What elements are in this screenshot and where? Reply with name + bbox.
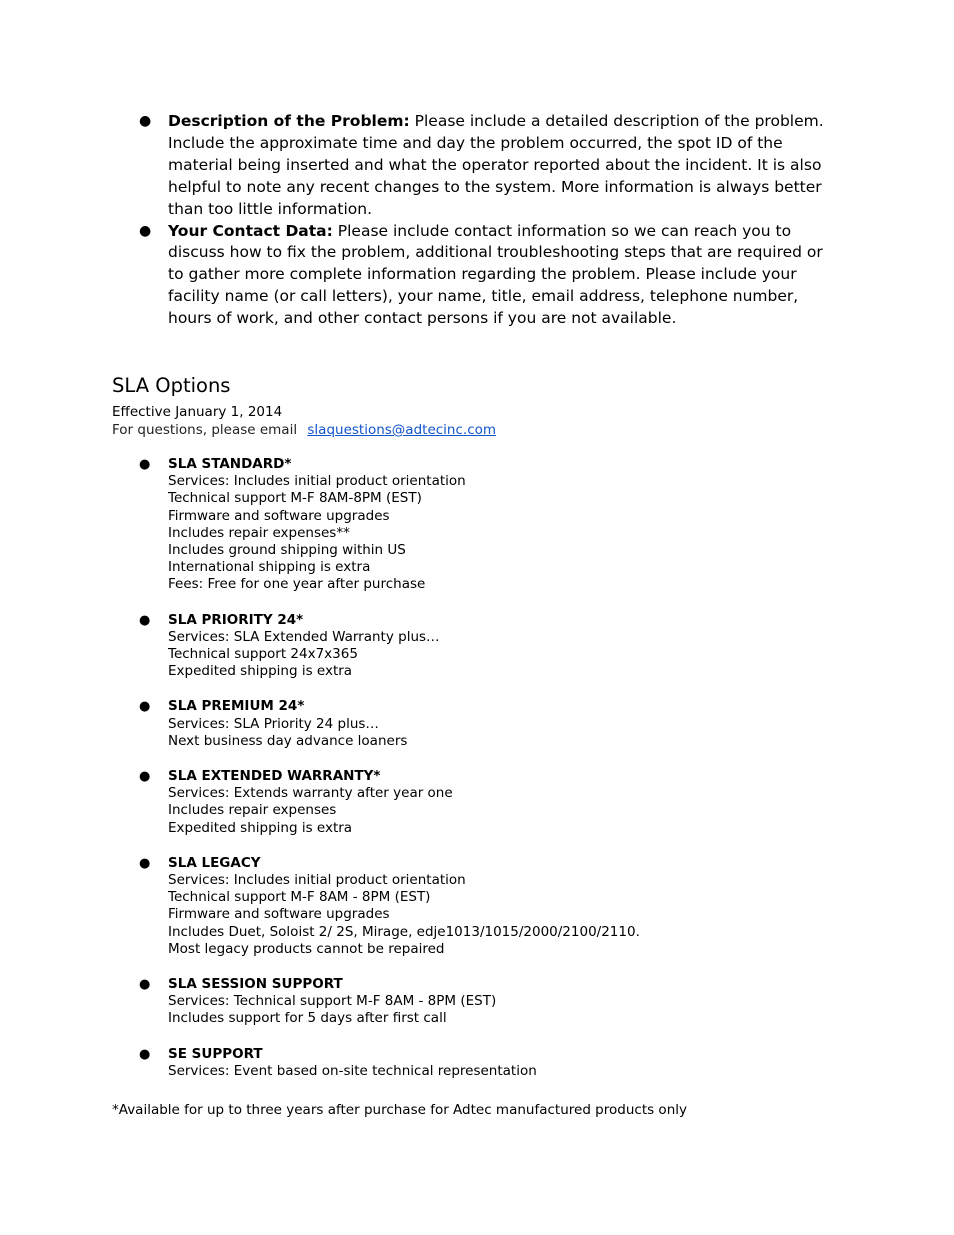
- sla-option-detail: Includes repair expenses: [168, 802, 337, 819]
- bullet-icon: ●: [139, 977, 151, 993]
- sla-option-name: SE SUPPORT: [168, 1045, 263, 1062]
- bullet-icon: ●: [139, 457, 151, 472]
- sla-option-detail: Firmware and software upgrades: [168, 507, 390, 524]
- sla-option-detail: Firmware and software upgrades: [168, 906, 390, 923]
- bullet-icon: ●: [139, 769, 151, 785]
- item-label: Your Contact Data:: [168, 221, 333, 240]
- sla-options-list: [112, 456, 812, 1098]
- sla-option-name: SLA EXTENDED WARRANTY*: [168, 768, 381, 785]
- list-item: [112, 221, 842, 331]
- bullet-icon: ●: [139, 113, 152, 129]
- item-label: Description of the Problem:: [168, 112, 410, 130]
- intro-list: [112, 111, 842, 330]
- sla-option-detail: Services: Extends warranty after year one: [168, 785, 453, 802]
- bullet-icon: ●: [139, 612, 151, 628]
- sla-option: [112, 1046, 812, 1080]
- sla-option-name: SLA SESSION SUPPORT: [168, 976, 343, 993]
- sla-option-name: SLA STANDARD*: [168, 456, 292, 472]
- sla-option-detail: Expedited shipping is extra: [168, 819, 353, 836]
- sla-option-detail: Most legacy products cannot be repaired: [168, 940, 445, 957]
- bullet-icon: ●: [139, 1046, 151, 1062]
- sla-option-name: SLA LEGACY: [168, 854, 261, 871]
- footnote: *Available for up to three years after purchase for Adtec manufactured products only: [112, 1102, 687, 1118]
- sla-option-detail: Services: Technical support M-F 8AM - 8PM (EST): [168, 993, 497, 1010]
- sla-option-detail: Services: SLA Extended Warranty plus…: [168, 628, 440, 645]
- questions-prefix: For questions, please email: [112, 422, 298, 438]
- sla-option-detail: Includes Duet, Soloist 2/ 2S, Mirage, edje1013/1015/2000/2100/2110.: [168, 923, 640, 940]
- bullet-icon: ●: [139, 699, 151, 715]
- bullet-icon: ●: [139, 855, 151, 871]
- sla-option-detail: Includes ground shipping within US: [168, 542, 406, 559]
- sla-option-detail: Fees: Free for one year after purchase: [168, 576, 426, 593]
- questions-line: [112, 421, 496, 439]
- sla-option: [112, 768, 812, 837]
- sla-option-detail: Services: Includes initial product orientation: [168, 473, 466, 490]
- sla-option: [112, 698, 812, 750]
- sla-option: [112, 456, 812, 594]
- sla-option-detail: Technical support 24x7x365: [168, 646, 358, 663]
- list-item: [112, 111, 842, 221]
- sla-option-detail: Services: Includes initial product orientation: [168, 872, 466, 889]
- effective-date: Effective January 1, 2014: [112, 404, 283, 420]
- bullet-icon: ●: [139, 222, 152, 239]
- section-title: SLA Options: [112, 374, 231, 397]
- sla-option: [112, 976, 812, 1028]
- sla-option: [112, 612, 812, 681]
- sla-option-name: SLA PRIORITY 24*: [168, 611, 304, 628]
- sla-option-detail: Technical support M-F 8AM-8PM (EST): [168, 490, 422, 507]
- email-link[interactable]: slaquestions@adtecinc.com: [307, 422, 497, 438]
- sla-option-detail: Includes repair expenses**: [168, 524, 350, 541]
- sla-option-detail: International shipping is extra: [168, 559, 371, 576]
- sla-option-detail: Services: Event based on-site technical representation: [168, 1062, 537, 1079]
- sla-option-detail: Includes support for 5 days after first call: [168, 1010, 447, 1027]
- sla-option-detail: Expedited shipping is extra: [168, 663, 353, 680]
- sla-option-detail: Services: SLA Priority 24 plus…: [168, 715, 379, 732]
- sla-option: [112, 855, 812, 958]
- sla-option-detail: Technical support M-F 8AM - 8PM (EST): [168, 889, 431, 906]
- item-text: Please include contact information so we can reach you to discuss how to fix the problem, additional troubleshooting steps that are required or to gather more complete information regarding the problem. Please include your facility name (or call letters), your name, title, email address, telephone number, hours of work, and other contact persons if you are not available.: [168, 221, 823, 328]
- sla-option-name: SLA PREMIUM 24*: [168, 698, 305, 715]
- item-text: Please include a detailed description of the problem. Include the approximate time and day the problem occurred, the spot ID of the material being inserted and what the operator reported about the incident. It is also helpful to note any recent changes to the system. More information is always better than too little information.: [168, 112, 824, 218]
- sla-option-detail: Next business day advance loaners: [168, 732, 408, 749]
